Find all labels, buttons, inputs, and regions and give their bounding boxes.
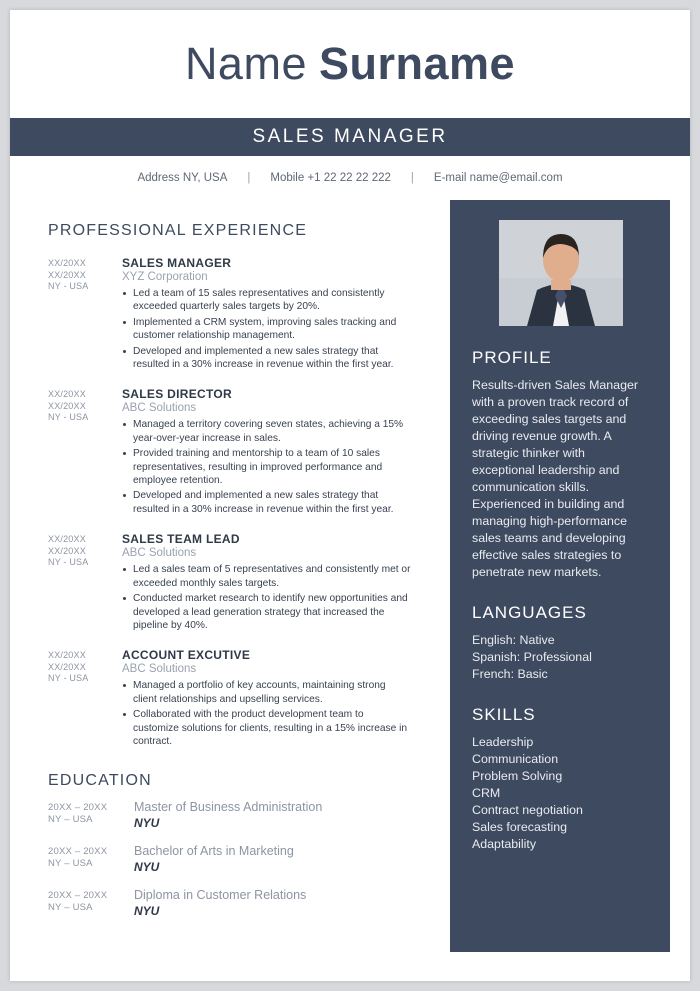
resume-page (10, 10, 690, 981)
date-line: 20XX – 20XX (48, 890, 108, 902)
education-degree: Diploma in Customer Relations (134, 888, 307, 903)
avatar (499, 220, 623, 326)
education-details (134, 888, 412, 918)
language-item: English: Native (472, 633, 555, 647)
experience-details (116, 648, 412, 750)
education-school: NYU (134, 904, 160, 919)
bullet: Collaborated with the product development team to customize solutions for clients, resulting in a 15% increase in contract. (122, 708, 412, 748)
experience-company: XYZ Corporation (122, 271, 208, 283)
bullet: Led a sales team of 5 representatives and consistently met or exceeded monthly sales targets. (122, 563, 412, 590)
bullet: Managed a territory covering seven states, achieving a 15% year-over-year increase in sales. (122, 418, 412, 445)
experience-item (48, 648, 412, 750)
right-sidebar (450, 200, 670, 952)
contact-address: Address NY, USA (137, 172, 228, 184)
language-item: Spanish: Professional (472, 650, 592, 664)
bullet: Led a team of 15 sales representatives and consistently exceeded quarterly sales targets by 20%. (122, 287, 412, 314)
education-details (134, 800, 412, 830)
experience-details (116, 532, 412, 634)
date-line: XX/20XX (48, 400, 86, 411)
experience-company: ABC Solutions (122, 402, 197, 415)
contact-mobile: Mobile +1 22 22 22 222 (270, 172, 391, 184)
education-degree: Bachelor of Arts in Marketing (134, 844, 294, 859)
education-details (134, 844, 412, 874)
experience-details (116, 256, 412, 373)
experience-section-title: PROFESSIONAL EXPERIENCE (48, 222, 308, 239)
experience-bullets (122, 418, 412, 516)
skills-section (472, 705, 650, 853)
date-line: 20XX – 20XX (48, 802, 108, 814)
experience-bullets (122, 287, 412, 371)
experience-item (48, 532, 412, 634)
bullet: Provided training and mentorship to a team of 10 sales representatives, resulting in improved performance and employee retention. (122, 447, 412, 487)
education-item (48, 888, 412, 918)
experience-bullets (122, 563, 412, 632)
resume-body (10, 200, 690, 960)
language-item: French: Basic (472, 667, 548, 681)
location-line: NY – USA (48, 902, 93, 914)
date-line: XX/20XX (48, 661, 86, 672)
location-line: NY - USA (48, 673, 89, 684)
location-line: NY – USA (48, 814, 93, 826)
date-line: 20XX – 20XX (48, 846, 108, 858)
experience-role: SALES DIRECTOR (122, 387, 232, 402)
profile-section (472, 348, 650, 581)
experience-company: ABC Solutions (122, 547, 197, 560)
education-section-title: EDUCATION (48, 772, 152, 790)
profile-text: Results-driven Sales Manager with a proven track record of exceeding sales targets and driving revenue growth. A strategic thinker with exceptional leadership and communication skills. Experienced in building and managing high-performance sales teams and developing effective sales strategies to penetrate new markets. (472, 378, 638, 579)
left-column (10, 200, 430, 960)
location-line: NY - USA (48, 412, 89, 423)
contact-email[interactable]: E-mail name@email.com (433, 172, 563, 184)
skills-list (472, 734, 650, 853)
experience-dates (48, 648, 116, 750)
languages-list (472, 632, 650, 683)
profile-title: PROFILE (472, 348, 552, 367)
date-line: XX/20XX (48, 545, 86, 556)
experience-dates (48, 387, 116, 518)
education-degree: Master of Business Administration (134, 800, 323, 815)
skill-item: Contract negotiation (472, 803, 583, 817)
location-line: NY – USA (48, 858, 93, 870)
education-dates (48, 800, 134, 826)
date-line: XX/20XX (48, 258, 86, 268)
date-line: XX/20XX (48, 389, 86, 400)
experience-role: SALES MANAGER (122, 256, 232, 270)
location-line: NY - USA (48, 281, 89, 291)
date-line: XX/20XX (48, 534, 86, 545)
education-school: NYU (134, 816, 160, 831)
location-line: NY - USA (48, 557, 89, 568)
job-title-band (10, 118, 690, 156)
skill-item: Leadership (472, 735, 534, 749)
bullet: Conducted market research to identify new opportunities and developed a lead generation strategy that increased the pipeline by 40%. (122, 592, 412, 632)
experience-details (116, 387, 412, 518)
last-name: Surname (318, 38, 516, 89)
experience-item (48, 256, 412, 373)
skill-item: Sales forecasting (472, 820, 568, 834)
experience-role: SALES TEAM LEAD (122, 532, 240, 547)
experience-role: ACCOUNT EXCUTIVE (122, 648, 251, 663)
skill-item: Communication (472, 752, 559, 766)
experience-item (48, 387, 412, 518)
education-dates (48, 888, 134, 914)
bullet: Developed and implemented a new sales strategy that resulted in a 30% increase in revenue within the first year. (122, 489, 412, 516)
name-header (10, 10, 690, 118)
skills-title: SKILLS (472, 705, 536, 724)
experience-dates (48, 256, 116, 373)
date-line: XX/20XX (48, 650, 86, 661)
date-line: XX/20XX (48, 269, 86, 280)
languages-title: LANGUAGES (472, 603, 587, 622)
education-item (48, 800, 412, 830)
education-dates (48, 844, 134, 870)
experience-dates (48, 532, 116, 634)
education-item (48, 844, 412, 874)
contact-bar (10, 156, 690, 200)
first-name: Name (184, 38, 307, 89)
bullet: Managed a portfolio of key accounts, maintaining strong client relationships and upselling services. (122, 679, 412, 706)
skill-item: CRM (472, 786, 501, 800)
skill-item: Problem Solving (472, 769, 563, 783)
bullet: Developed and implemented a new sales strategy that resulted in a 30% increase in revenue within the first year. (122, 345, 412, 372)
skill-item: Adaptability (472, 837, 537, 851)
bullet: Implemented a CRM system, improving sales tracking and customer relationship management. (122, 316, 412, 343)
contact-separator-2: | (410, 172, 414, 184)
education-school: NYU (134, 860, 160, 875)
languages-section (472, 603, 650, 683)
portrait-photo-icon (499, 220, 623, 326)
experience-company: ABC Solutions (122, 663, 197, 676)
job-title: SALES MANAGER (252, 126, 448, 147)
experience-bullets (122, 679, 412, 748)
contact-separator-1: | (247, 172, 251, 184)
